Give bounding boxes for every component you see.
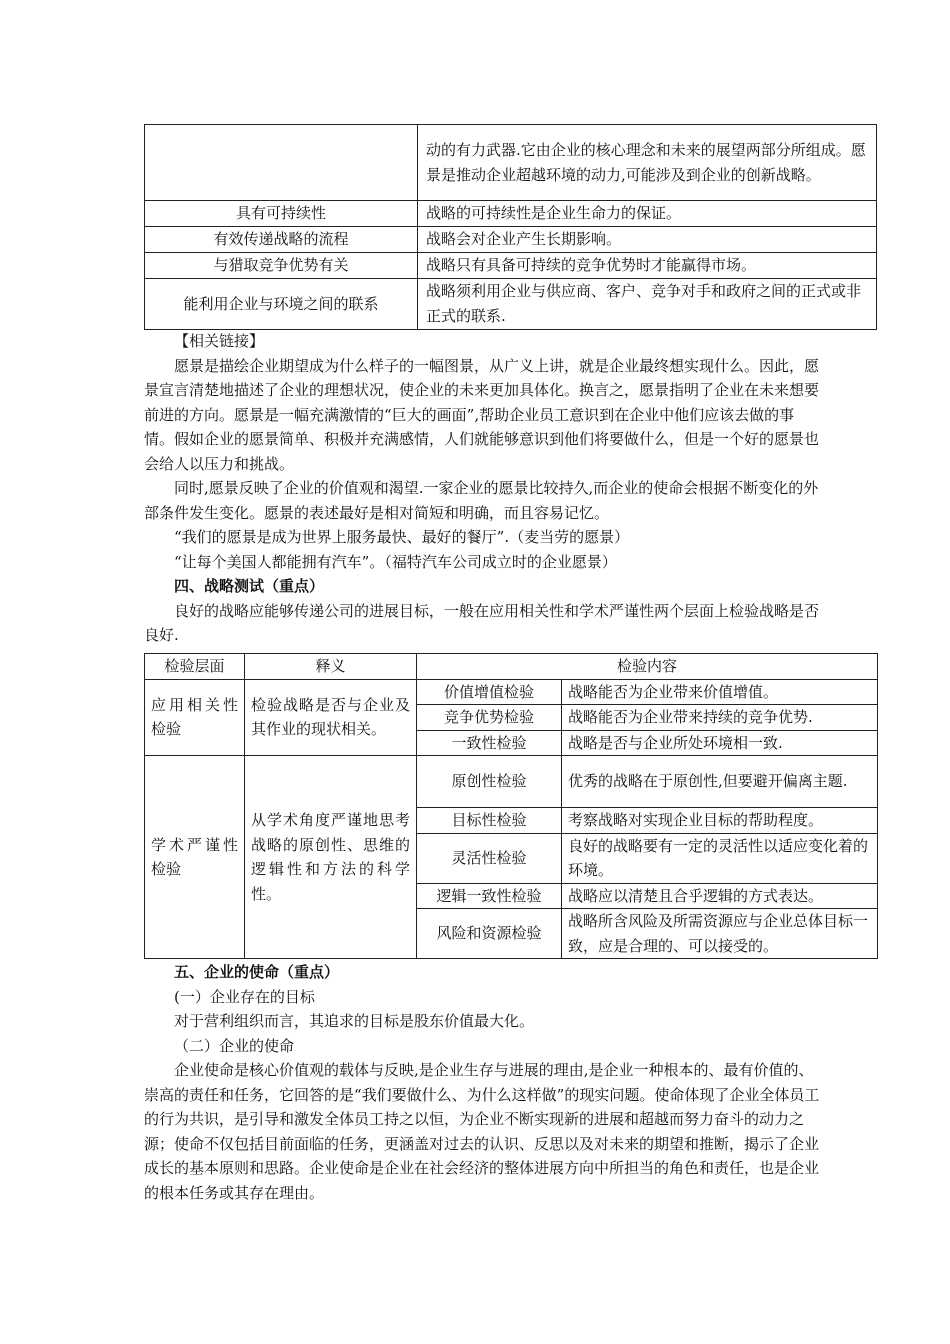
paragraph: 愿景是描绘企业期望成为什么样子的一幅图景，从广义上讲，就是企业最终想实现什么。因此，愿景宣言清楚地描述了企业的理想状况，使企业的未来更加具体化。换言之，愿景指明了企业在未来想要前进的方向。愿景是一幅充满激情的“巨大的画面”,帮助企业员工意识到在企业中他们应该去做的事情。假如企业的愿景简单、积极并充满感情，人们就能够意识到他们将要做什么，但是一个好的愿景也会给人以压力和挑战。 [144, 356, 820, 473]
table-row [145, 201, 877, 227]
strategy-features-table [144, 124, 877, 330]
test-name-cell: 原创性检验 [417, 756, 562, 808]
test-level-cell: 学术严谨性检验 [145, 756, 245, 959]
table-row [145, 227, 877, 253]
table-cell: 有效传递战略的流程 [145, 227, 418, 253]
mission-section [144, 960, 824, 1205]
test-name-cell: 一致性检验 [417, 730, 562, 756]
table-cell: 战略只有具备可持续的竞争优势时才能赢得市场。 [418, 253, 877, 279]
table-cell: 战略的可持续性是企业生命力的保证。 [418, 201, 877, 227]
section-heading: 【相关链接】 [174, 332, 265, 350]
table-cell: 与猎取竞争优势有关 [145, 253, 418, 279]
strategy-test-table [144, 653, 878, 959]
table-row [145, 125, 877, 201]
paragraph: 同时,愿景反映了企业的价值观和渴望.一家企业的愿景比较持久,而企业的使命会根据不断变化的外部条件发生变化。愿景的表述最好是相对简短和明确，而且容易记忆。 [144, 479, 819, 522]
table-cell: 具有可持续性 [145, 201, 418, 227]
test-desc-cell: 良好的战略要有一定的灵活性以适应变化着的环境。 [562, 833, 878, 883]
test-name-cell: 灵活性检验 [417, 833, 562, 883]
meaning-cell: 检验战略是否与企业及其作业的现状相关。 [245, 679, 417, 756]
table-row [145, 756, 878, 808]
table-row [145, 279, 877, 330]
paragraph: 良好的战略应能够传递公司的进展目标，一般在应用相关性和学术严谨性两个层面上检验战略是否良好. [144, 601, 820, 644]
test-name-cell: 目标性检验 [417, 808, 562, 834]
table-row [145, 679, 878, 705]
table-header-row [145, 654, 878, 680]
related-link-section [144, 329, 824, 648]
table-cell: 战略会对企业产生长期影响。 [418, 227, 877, 253]
column-header: 检验层面 [145, 654, 245, 680]
column-header: 检验内容 [417, 654, 878, 680]
test-desc-cell: 优秀的战略在于原创性,但要避开偏离主题. [562, 756, 878, 808]
section-heading: 四、战略测试（重点） [174, 577, 325, 595]
table-row [145, 253, 877, 279]
test-name-cell: 竞争优势检验 [417, 705, 562, 731]
test-name-cell: 逻辑一致性检验 [417, 883, 562, 909]
paragraph: 对于营利组织而言，其追求的目标是股东价值最大化。 [174, 1012, 535, 1030]
quote: “让每个美国人都能拥有汽车”。（福特汽车公司成立时的企业愿景） [174, 552, 617, 571]
section-heading: 五、企业的使命（重点） [174, 963, 340, 981]
test-desc-cell: 考察战略对实现企业目标的帮助程度。 [562, 808, 878, 834]
table-cell: 战略须利用企业与供应商、客户、竞争对手和政府之间的正式或非正式的联系. [418, 279, 877, 330]
table-cell: 动的有力武器.它由企业的核心理念和未来的展望两部分所组成。愿景是推动企业超越环境的动力,可能涉及到企业的创新战略。 [418, 125, 877, 201]
test-desc-cell: 战略应以清楚且合乎逻辑的方式表达。 [562, 883, 878, 909]
meaning-cell: 从学术角度严谨地思考战略的原创性、思维的逻辑性和方法的科学性。 [245, 756, 417, 959]
subsection-heading: （二）企业的使命 [174, 1036, 295, 1055]
column-header: 释义 [245, 654, 417, 680]
test-desc-cell: 战略是否与企业所处环境相一致. [562, 730, 878, 756]
quote: “我们的愿景是成为世界上服务最快、最好的餐厅”.（麦当劳的愿景） [174, 528, 630, 546]
table-cell: 能利用企业与环境之间的联系 [145, 279, 418, 330]
test-name-cell: 风险和资源检验 [417, 909, 562, 959]
test-name-cell: 价值增值检验 [417, 679, 562, 705]
test-desc-cell: 战略能否为企业带来价值增值。 [562, 679, 878, 705]
subsection-heading: (一）企业存在的目标 [174, 987, 315, 1006]
paragraph: 企业使命是核心价值观的载体与反映,是企业生存与进展的理由,是企业一种根本的、最有价值的、崇高的责任和任务，它回答的是“我们要做什么、为什么这样做”的现实问题。使命体现了企业全体员工的行为共识，是引导和激发全体员工持之以恒，为企业不断实现新的进展和超越而努力奋斗的动力之源；使命不仅包括目前面临的任务，更涵盖对过去的认识、反思以及对未来的期望和推断，揭示了企业成长的基本原则和思路。企业使命是企业在社会经济的整体进展方向中所担当的角色和责任，也是企业的根本任务或其存在理由。 [144, 1061, 820, 1202]
test-desc-cell: 战略所含风险及所需资源应与企业总体目标一致，应是合理的、可以接受的。 [562, 909, 878, 959]
table-cell [145, 125, 418, 201]
test-level-cell: 应用相关性检验 [145, 679, 245, 756]
test-desc-cell: 战略能否为企业带来持续的竞争优势. [562, 705, 878, 731]
